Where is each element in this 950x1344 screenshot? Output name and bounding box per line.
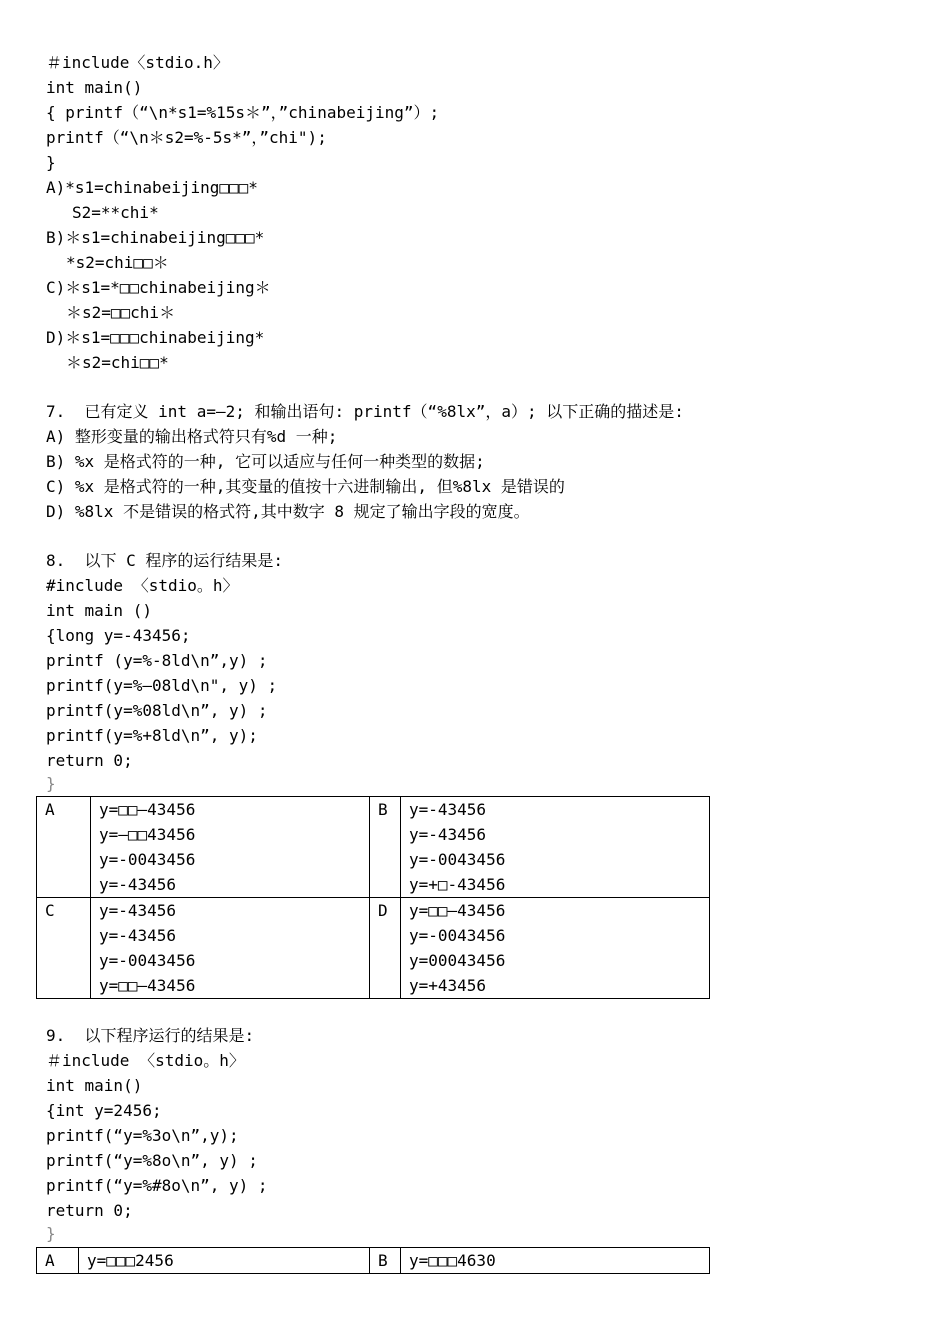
q8-code-line: } [46,774,56,793]
q9-code-line: printf(“y=%8o\n”, y) ; [46,1151,258,1170]
option-line: y=□□□2456 [87,1251,174,1270]
q9-code-line: return 0; [46,1201,133,1220]
q6-option-d: D)＊s1=□□□chinabeijing* [46,328,265,347]
q8-code-line: printf(y=%08ld\n”, y) ; [46,701,268,720]
q8-code-line: printf(y=%+8ld\n”, y); [46,726,258,745]
option-value [91,797,370,898]
option-line: y=-43456 [409,825,487,844]
option-label: B [370,1248,401,1274]
option-line: y=-0043456 [409,926,506,945]
q6-option-c: C)＊s1=*□□chinabeijing＊ [46,278,271,297]
option-line: y=+43456 [409,976,487,995]
option-line: y=-43456 [99,926,177,945]
option-line: y=□□□4630 [409,1251,496,1270]
q9-code-line: printf(“y=%3o\n”,y); [46,1126,239,1145]
option-line: y=□□—43456 [99,976,196,995]
q8-code-line: {long y=-43456; [46,626,191,645]
q8-code-line: #include 〈stdio。h〉 [46,576,239,595]
option-line: y=00043456 [409,951,506,970]
q8-code-line: printf(y=%—08ld\n", y) ; [46,676,278,695]
q7-option-d: D) %8lx 不是错误的格式符,其中数字 8 规定了输出字段的宽度。 [46,502,530,521]
option-line: y=-0043456 [409,850,506,869]
option-label: A [37,1248,79,1274]
q6-code-line: int main() [46,78,143,97]
q9-code-line: {int y=2456; [46,1101,162,1120]
q6-code-line: printf（“\n＊s2=%-5s*”，”chi"); [46,128,327,147]
option-line: y=+□-43456 [409,875,506,894]
q8-options-table [36,796,710,999]
option-value [401,898,710,999]
q9-code-line: int main() [46,1076,143,1095]
q6-code-line: { printf（“\n*s1=%15s＊”，”chinabeijing”）; [46,103,440,122]
q9-code-line: printf(“y=%#8o\n”, y) ; [46,1176,268,1195]
q9-question: 9. 以下程序运行的结果是: [46,1026,255,1045]
option-line: y=-43456 [99,875,177,894]
option-line: y=□□—43456 [409,901,506,920]
option-value [91,898,370,999]
option-line: y=□□—43456 [99,800,196,819]
option-line: y=-43456 [99,901,177,920]
q8-code-line: int main () [46,601,152,620]
option-label: B [370,797,401,898]
option-line: y=—□□43456 [99,825,196,844]
option-label: C [37,898,91,999]
q6-option-b-line2: *s2=chi□□＊ [66,253,169,272]
q8-question: 8. 以下 C 程序的运行结果是: [46,551,284,570]
q6-code-line: ＃include〈stdio.h〉 [46,53,229,72]
option-line: y=-43456 [409,800,487,819]
q6-code-line: } [46,153,56,172]
q6-option-c-line2: ＊s2=□□chi＊ [66,303,176,322]
q9-options-table [36,1247,710,1274]
option-line: y=-0043456 [99,850,196,869]
q7-question: 7. 已有定义 int a=—2; 和输出语句: printf（“%8lx”，a）; 以下正确的描述是: [46,402,684,421]
q9-code-line: } [46,1224,56,1243]
option-value [79,1248,370,1274]
q6-option-a: A)*s1=chinabeijing□□□* [46,178,258,197]
q7-option-c: C) %x 是格式符的一种,其变量的值按十六进制输出, 但%8lx 是错误的 [46,477,565,496]
q8-code-line: return 0; [46,751,133,770]
q7-option-a: A) 整形变量的输出格式符只有%d 一种; [46,427,338,446]
option-label: D [370,898,401,999]
option-value [401,1248,710,1274]
table-row [37,898,710,999]
option-value [401,797,710,898]
option-line: y=-0043456 [99,951,196,970]
table-row [37,1248,710,1274]
q6-option-d-line2: ＊s2=chi□□* [66,353,169,372]
q7-option-b: B) %x 是格式符的一种, 它可以适应与任何一种类型的数据; [46,452,485,471]
q6-option-b: B)＊s1=chinabeijing□□□* [46,228,265,247]
q6-option-a-line2: S2=**chi* [72,203,159,222]
q8-code-line: printf (y=%-8ld\n”,y) ; [46,651,268,670]
option-label: A [37,797,91,898]
q9-code-line: ＃include 〈stdio。h〉 [46,1051,245,1070]
table-row [37,797,710,898]
